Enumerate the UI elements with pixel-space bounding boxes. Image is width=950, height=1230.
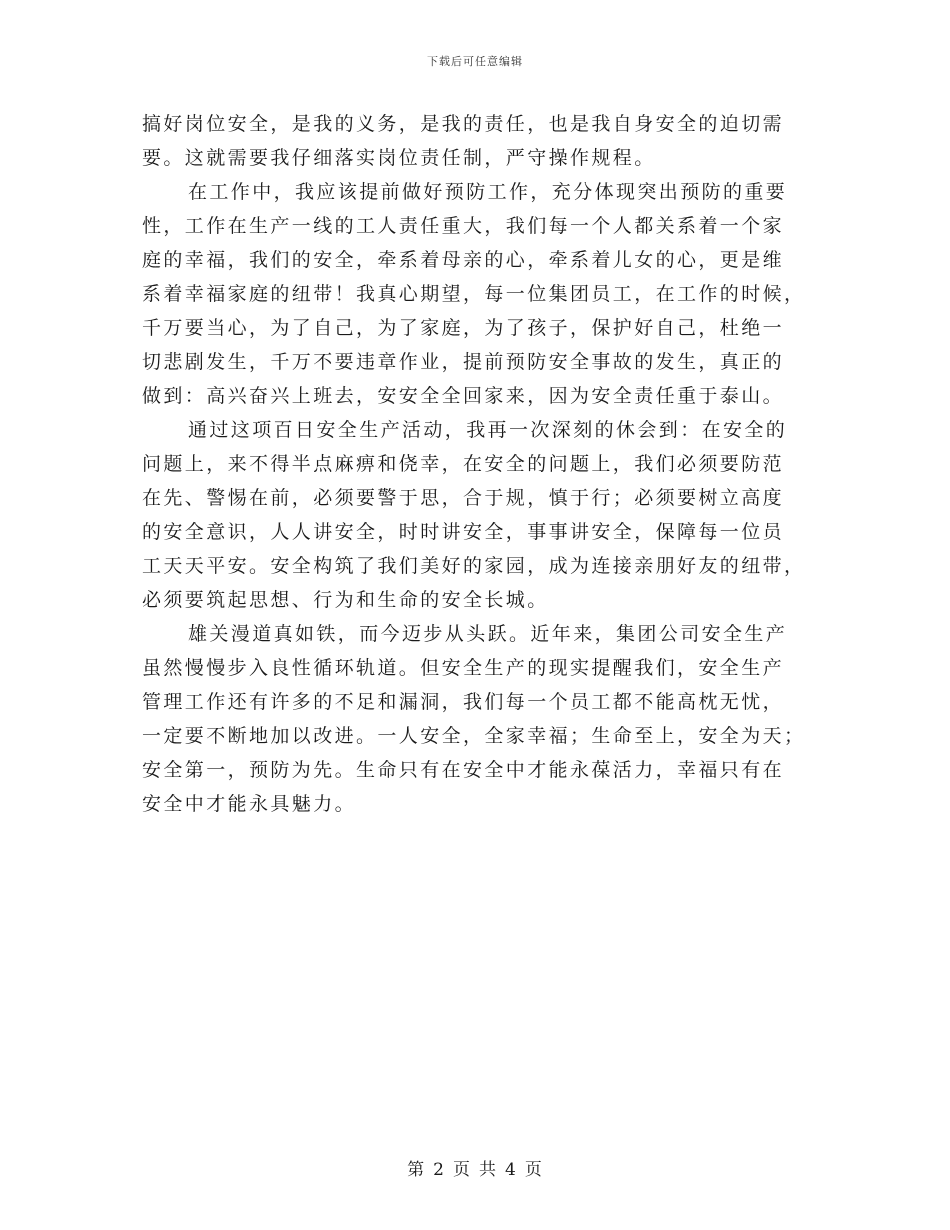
text-line: 通过这项百日安全生产活动，我再一次深刻的休会到：在安全的 [188, 419, 788, 441]
text-line: 庭的幸福，我们的安全，牵系着母亲的心，牵系着儿女的心，更是维 [142, 249, 785, 271]
text-line: 系着幸福家庭的纽带！我真心期望，每一位集团员工，在工作的时候， [142, 283, 806, 305]
text-line: 安全中才能永具魅力。 [142, 793, 357, 815]
text-line: 雄关漫道真如铁，而今迈步从头跃。近年来，集团公司安全生产 [188, 623, 788, 645]
text-line: 一定要不断地加以改进。一人安全，全家幸福；生命至上，安全为天； [142, 725, 806, 747]
text-line: 必须要筑起思想、行为和生命的安全长城。 [142, 589, 549, 611]
text-line: 工天天平安。安全构筑了我们美好的家园，成为连接亲朋好友的纽带， [142, 555, 806, 577]
page-number-footer [0, 1155, 950, 1180]
text-line: 性，工作在生产一线的工人责任重大，我们每一个人都关系着一个家 [142, 215, 785, 237]
footer-word-di: 第 [407, 1160, 426, 1180]
text-line: 虽然慢慢步入良性循环轨道。但安全生产的现实提醒我们，安全生产 [142, 657, 785, 679]
footer-word-ye: 页 [453, 1160, 471, 1180]
text-line: 要。这就需要我仔细落实岗位责任制，严守操作规程。 [142, 147, 656, 169]
total-pages-number: 4 [505, 1160, 517, 1180]
text-line: 问题上，来不得半点麻痹和侥幸，在安全的问题上，我们必须要防范 [142, 453, 785, 475]
text-line: 做到：高兴奋兴上班去，安安全全回家来，因为安全责任重于泰山。 [142, 385, 785, 407]
footer-word-ye-2: 页 [524, 1160, 543, 1180]
paragraph-4 [142, 617, 822, 821]
paragraph-3 [142, 413, 822, 617]
text-line: 管理工作还有许多的不足和漏洞，我们每一个员工都不能高枕无忧， [142, 691, 785, 713]
text-line: 千万要当心，为了自己，为了家庭，为了孩子，保护好自己，杜绝一 [142, 317, 785, 339]
text-line: 在工作中，我应该提前做好预防工作，充分体现突出预防的重要 [188, 181, 788, 203]
paragraph-2 [142, 175, 822, 413]
footer-word-gong: 共 [479, 1160, 497, 1180]
text-line: 在先、警惕在前，必须要警于思，合于规，慎于行；必须要树立高度 [142, 487, 785, 509]
current-page-number: 2 [433, 1160, 445, 1180]
text-line: 安全第一，预防为先。生命只有在安全中才能永葆活力，幸福只有在 [142, 759, 785, 781]
document-body [142, 107, 822, 821]
page-header-note: 下载后可任意编辑 [427, 55, 523, 68]
text-line: 切悲剧发生，千万不要违章作业，提前预防安全事故的发生，真正的 [142, 351, 785, 373]
text-line: 搞好岗位安全，是我的义务，是我的责任，也是我自身安全的迫切需 [142, 113, 785, 135]
text-line: 的安全意识，人人讲安全，时时讲安全，事事讲安全，保障每一位员 [142, 521, 785, 543]
paragraph-1 [142, 107, 822, 175]
